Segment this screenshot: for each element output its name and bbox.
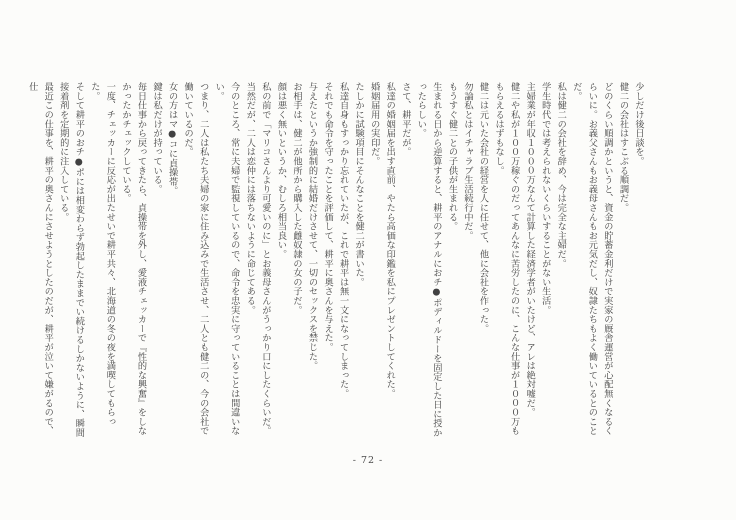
paragraph: もうすぐ健二との子供が生まれる。 — [446, 82, 458, 231]
paragraph: 私の前で「マリコさんより可愛いのに」とお義母さんがうっかり口にしたくらいだ。 — [259, 82, 271, 436]
paragraph: 学生時代では考えられないくらいすることがない生活。 — [539, 82, 551, 315]
paragraph: 健二は元いた会社の経営を人に任せて、他に会社を作った。 — [477, 82, 489, 334]
paragraph: 最近この仕事を、耕平の奥さんにさせようとしたのだが、耕平が泣いて嫌がるので、仕 — [26, 82, 54, 436]
paragraph: 健二や私が１００万稼ぐのだってあんなに苦労したのに、こんな仕事が１０００万ももらえるはずもなし。 — [493, 82, 520, 436]
paragraph: 一度、チェッカーに反応が出たせいで耕平共々、北海道の冬の夜を満喫してもらった。 — [88, 82, 116, 427]
paragraph: どのくらい順調かというと、資金の貯蓄金利だけで実家の厩舎運営が心配無くなるくらいに。お義父さんもお義母さんもお元気だし、奴隷たちもよく働いているとのことだ。 — [570, 82, 613, 436]
paragraph: 与えたというか強制的に結婚だけさせて、一切のセックスを禁じた。 — [306, 82, 318, 371]
paragraph: 勿論私とはイチャラブ生活続行中だ。 — [461, 82, 473, 241]
paragraph: 婚姻届用の実印だ。 — [368, 82, 380, 166]
paragraph: 少しだけ後日談を。 — [633, 82, 644, 166]
paragraph: 私達の婚姻届を出す直前、やたら高価な印鑑を私にプレゼントしてくれた。 — [384, 82, 396, 399]
paragraph: たしかに試験項目にそんなことを健二が書いた。 — [353, 82, 365, 287]
paragraph: お相手は、健二が他所から購入した雌奴隷の女の子だ。 — [290, 82, 302, 315]
page-number: - 72 - — [352, 455, 384, 466]
paragraph: 主婦業が年収１０００万なんて計算した経済学者がいたけど、アレは絶対嘘だ。 — [524, 82, 536, 417]
paragraph: 生まれる日から逆算すると、耕平のアナルにおチ●ポディルドーを固定した日に授かったらしい。 — [415, 82, 442, 438]
paragraph: 女の方はマ●コに貞操帯。 — [166, 82, 178, 196]
paragraph: つまり、二人は私たち夫婦の家に住み込みで生活させ、二人とも健二の、今の会社で働いているのだ。 — [182, 82, 209, 436]
paragraph: 私は健二の会社を辞め、今は完全な主婦だ。 — [555, 82, 567, 268]
paragraph: 今のところ、常に夫婦で監視しているので、命令を忠実に守っていることは間違いない。 — [213, 82, 240, 436]
paragraph: 当然だが、二人は恋仲には落ちないように命じてある。 — [244, 82, 256, 315]
paragraph: 毎日仕事から戻ってきたら、貞操帯を外し、愛液チェッカーで『性的な興奮』をしなかったかチェックしている。 — [119, 82, 147, 436]
paragraph: そして耕平のおチ●ポには相変わらず勃起したままでい続けるしかないように、瞬間接着剤を定期的に注入している。 — [57, 82, 85, 438]
paragraph: それでも命令を守ったことを評価して、耕平に奥さんを与えた。 — [322, 82, 334, 352]
paragraph: 顔は悪く無いというか、むしろ相当良い。 — [275, 82, 287, 259]
paragraph: 私達自身もすっかり忘れていたが、これで耕平は無一文になってしまった。 — [337, 82, 349, 399]
text-body — [24, 82, 646, 441]
paragraph: 健二の会社はすこぶる順調だ。 — [617, 82, 629, 213]
paragraph: さて、耕平だが。 — [399, 82, 411, 157]
paragraph: 鍵は私だけが持っている。 — [151, 82, 163, 194]
